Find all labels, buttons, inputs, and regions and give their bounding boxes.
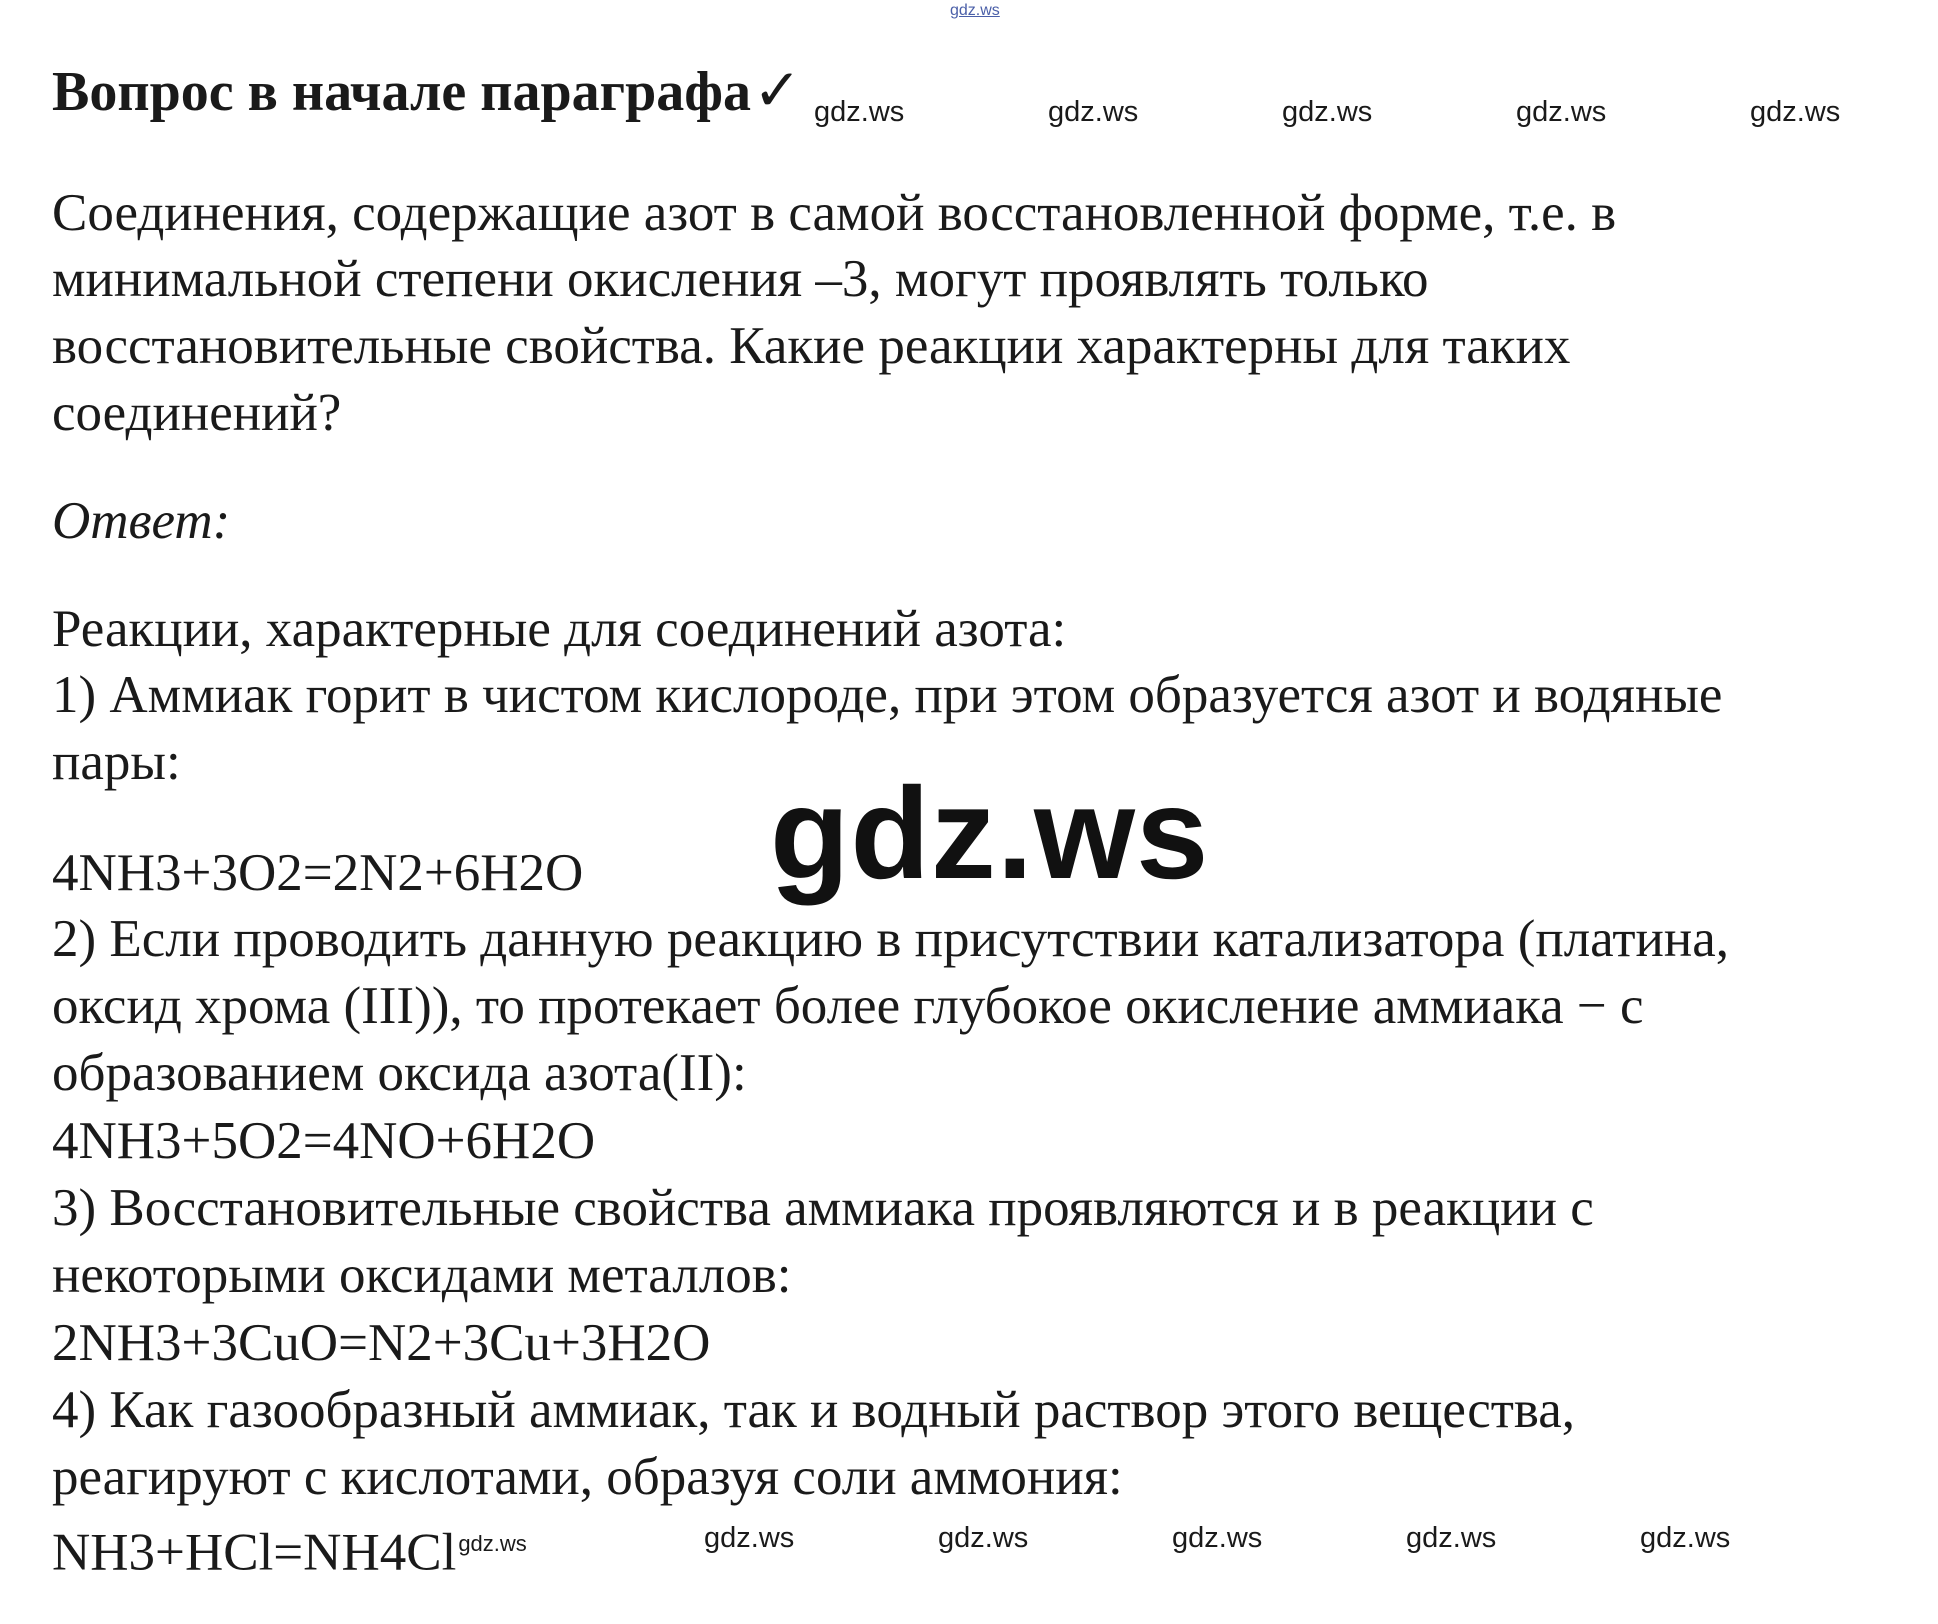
answer-item2-line3: образованием оксида азота(II): bbox=[52, 1044, 747, 1102]
answer-item2-line2: оксид хрома (III)), то протекает более глубокое окисление аммиака − с bbox=[52, 977, 1644, 1035]
watermark-header-2: gdz.ws bbox=[1048, 96, 1139, 128]
question-line-4: соединений? bbox=[52, 384, 342, 442]
watermark-top: gdz.ws bbox=[950, 2, 1000, 19]
answer-item1-line1: 1) Аммиак горит в чистом кислороде, при этом образуется азот и водяные bbox=[52, 666, 1723, 724]
watermark-header-1: gdz.ws bbox=[814, 96, 905, 128]
answer-intro: Реакции, характерные для соединений азота: bbox=[52, 600, 1067, 658]
watermark-footer-5: gdz.ws bbox=[1640, 1522, 1731, 1554]
equation-4: NH3+HCl=NH4Cl bbox=[52, 1523, 457, 1582]
equation-4-row bbox=[52, 1511, 527, 1586]
equation-2: 4NH3+5O2=4NO+6H2O bbox=[52, 1112, 596, 1170]
answer-item4-line2: реагируют с кислотами, образуя соли аммония: bbox=[52, 1448, 1123, 1506]
question-line-3: восстановительные свойства. Какие реакции характерны для таких bbox=[52, 317, 1571, 375]
answer-label: Ответ: bbox=[52, 492, 231, 550]
answer-item4-line1: 4) Как газообразный аммиак, так и водный раствор этого вещества, bbox=[52, 1381, 1576, 1439]
watermark-footer-3: gdz.ws bbox=[1172, 1522, 1263, 1554]
watermark-footer-1: gdz.ws bbox=[704, 1522, 795, 1554]
watermark-header-5: gdz.ws bbox=[1750, 96, 1841, 128]
watermark-footer-4: gdz.ws bbox=[1406, 1522, 1497, 1554]
watermark-center: gdz.ws bbox=[770, 760, 1210, 906]
answer-item1-line2: пары: bbox=[52, 733, 181, 791]
answer-item3-line2: некоторыми оксидами металлов: bbox=[52, 1246, 792, 1304]
section-heading bbox=[52, 58, 802, 124]
check-icon: ✓ bbox=[752, 56, 802, 124]
watermark-footer-2: gdz.ws bbox=[938, 1522, 1029, 1554]
answer-item3-line1: 3) Восстановительные свойства аммиака проявляются и в реакции с bbox=[52, 1179, 1594, 1237]
watermark-footer-inline: gdz.ws bbox=[458, 1531, 527, 1556]
watermark-header-3: gdz.ws bbox=[1282, 96, 1373, 128]
question-line-2: минимальной степени окисления –3, могут проявлять только bbox=[52, 250, 1429, 308]
equation-1: 4NH3+3O2=2N2+6H2O bbox=[52, 844, 584, 902]
heading-title: Вопрос в начале параграфа bbox=[52, 61, 751, 123]
question-line-1: Соединения, содержащие азот в самой восстановленной форме, т.е. в bbox=[52, 184, 1617, 242]
equation-3: 2NH3+3CuO=N2+3Cu+3H2O bbox=[52, 1314, 711, 1372]
watermark-header-4: gdz.ws bbox=[1516, 96, 1607, 128]
answer-item2-line1: 2) Если проводить данную реакцию в присутствии катализатора (платина, bbox=[52, 910, 1729, 968]
